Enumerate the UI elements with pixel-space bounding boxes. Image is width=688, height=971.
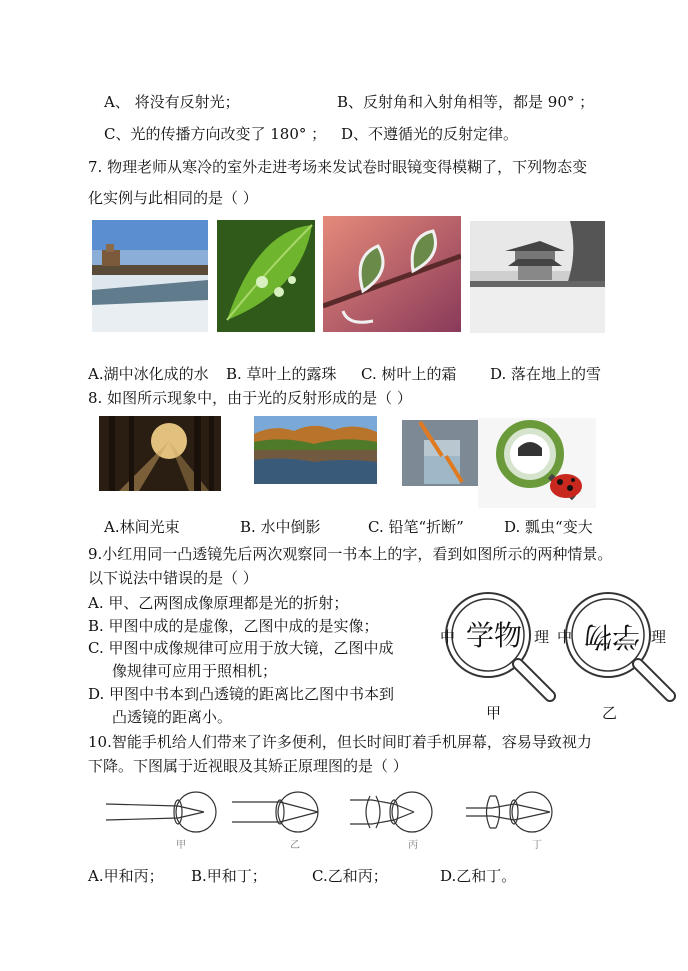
photo-snow-temple — [470, 221, 605, 333]
q7-stem-line2: 化实例与此相同的是（ ） — [88, 189, 258, 207]
eye-label-bing: 丙 — [408, 840, 418, 851]
q10-option-a: A.甲和丙； — [88, 867, 164, 885]
q6-option-c: C、光的传播方向改变了 180° ； — [104, 125, 327, 143]
q7-option-d: D. 落在地上的雪 — [490, 365, 602, 383]
q9-stem-line1: 9.小红用同一凸透镜先后两次观察同一书本上的字，看到如图所示的两种情景。 — [88, 545, 613, 563]
photo-dew-leaf — [217, 220, 315, 332]
photo-lake-ice — [92, 220, 208, 332]
q7-stem-line1: 7. 物理老师从寒冷的室外走进考场来发试卷时眼镜变得模糊了，下列物态变 — [88, 158, 588, 176]
eye-label-yi: 乙 — [290, 840, 300, 851]
q6-option-d: D、不遵循光的反射定律。 — [341, 125, 519, 143]
q8-option-b: B. 水中倒影 — [240, 518, 321, 536]
q6-option-b: B、反射角和入射角相等，都是 90° ； — [337, 93, 595, 111]
right-outer-char: 中 — [557, 628, 573, 646]
label-jia: 甲 — [486, 704, 502, 722]
left-outer-char: 中 — [440, 628, 456, 646]
left-magnified-text: 学物 — [466, 619, 523, 652]
right-right-char: 理 — [651, 628, 667, 646]
q8-option-d: D. 瓢虫“变大 — [504, 518, 593, 536]
photo-lake-reflection — [254, 416, 377, 484]
q10-stem-line1: 10.智能手机给人们带来了许多便利，但长时间盯着手机屏幕，容易导致视力 — [88, 733, 592, 751]
q9-option-b: B. 甲图中成的是虚像，乙图中成的是实像； — [88, 617, 379, 635]
q10-option-c: C.乙和丙； — [312, 867, 388, 885]
photo-frost-leaves — [323, 216, 461, 332]
photo-ladybug-magnifier — [478, 418, 596, 508]
photo-forest-light — [99, 416, 221, 491]
label-yi: 乙 — [602, 704, 618, 722]
q7-option-a: A.湖中冰化成的水 — [88, 365, 209, 383]
q7-option-b: B. 草叶上的露珠 — [226, 365, 337, 383]
photo-pencil-in-glass — [402, 420, 484, 486]
q9-option-d-line1: D. 甲图中书本到凸透镜的距离比乙图中书本到 — [88, 685, 395, 703]
q10-option-d: D.乙和丁。 — [440, 867, 517, 885]
q8-option-a: A.林间光束 — [104, 518, 180, 536]
q9-stem-line2: 以下说法中错误的是（ ） — [88, 569, 258, 587]
q10-option-b: B.甲和丁； — [191, 867, 267, 885]
q6-option-a: A、 将没有反射光； — [104, 93, 240, 111]
eye-label-ding: 丁 — [532, 840, 542, 851]
right-inverted-text: 学物 — [584, 620, 641, 653]
q9-option-c-line1: C. 甲图中成像规律可应用于放大镜，乙图中成 — [88, 639, 394, 657]
left-right-char: 理 — [534, 628, 550, 646]
q9-option-d-line2: 凸透镜的距离小。 — [112, 708, 233, 726]
q8-stem: 8. 如图所示现象中，由于光的反射形成的是（ ） — [88, 389, 412, 407]
q7-option-c: C. 树叶上的霜 — [361, 365, 457, 383]
q9-option-c-line2: 像规律可应用于照相机； — [112, 662, 278, 680]
magnifier-figure — [438, 590, 678, 725]
eye-label-jia: 甲 — [176, 840, 186, 851]
eye-diagrams — [104, 790, 584, 836]
q8-option-c: C. 铅笔“折断” — [368, 518, 464, 536]
q9-option-a: A. 甲、乙两图成像原理都是光的折射； — [88, 594, 349, 612]
q10-stem-line2: 下降。下图属于近视眼及其矫正原理图的是（ ） — [88, 757, 408, 775]
